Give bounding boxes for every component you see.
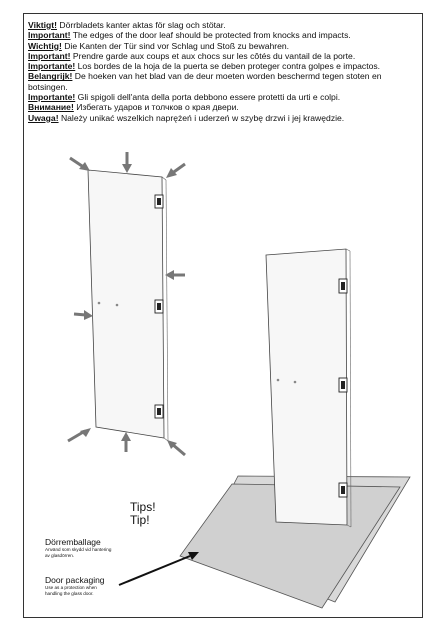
arrow-top-icon	[122, 152, 132, 173]
warning-text: Los bordes de la hoja de la puerta se deben proteger contra golpes e impactos.	[75, 61, 381, 72]
warning-label: Importante!	[28, 92, 76, 103]
warning-text: Należy unikać wszelkich naprężeń i uderzeń w szybę drzwi i jej krawędzie.	[58, 112, 345, 123]
left-door-hinge-middle	[155, 300, 163, 313]
pointer-arrow-icon	[119, 552, 199, 585]
left-door-hinge-top	[155, 195, 163, 208]
warning-label: Belangrijk!	[28, 71, 73, 82]
warning-label: Important!	[28, 30, 71, 41]
warning-text: De hoeken van het blad van de deur moeten worden beschermd tegen stoten en botsingen.	[28, 71, 382, 92]
right-door-hinge-middle	[339, 378, 347, 392]
packaging-caption-english	[45, 575, 115, 596]
arrow-bottom-right-icon	[167, 440, 185, 455]
packaging-description: Use as a protection when handling the glass door.	[45, 585, 97, 596]
packaging-title: Door packaging	[45, 575, 105, 585]
tips-line-swedish: Tips!	[130, 500, 156, 514]
packaging-description: Använd som skydd vid hantering av glasdörren.	[45, 547, 112, 558]
warning-text: Dörrbladets kanter aktas för slag och stötar.	[56, 20, 226, 30]
right-door-handle-hole	[277, 379, 280, 382]
arrow-left-icon	[74, 310, 93, 320]
arrow-bottom-left-icon	[68, 428, 91, 441]
arrow-top-right-icon	[166, 164, 185, 178]
warning-label: Uwaga!	[28, 112, 59, 123]
warning-label: Wichtig!	[28, 40, 62, 51]
warning-text: Избегать ударов и толчков о края двери.	[73, 102, 239, 113]
right-door-handle-hole	[294, 381, 297, 384]
arrow-top-left-icon	[70, 158, 90, 171]
warning-text: Prendre garde aux coups et aux chocs sur les côtés du vantail de la porte.	[70, 50, 356, 61]
packaging-caption-swedish	[45, 537, 115, 558]
right-door-hinge-bottom	[339, 483, 347, 497]
tips-label	[130, 501, 156, 527]
arrow-right-icon	[165, 270, 185, 280]
left-door-hinge-bottom	[155, 405, 163, 418]
arrow-bottom-icon	[121, 432, 131, 452]
left-door-handle-hole	[116, 304, 119, 307]
warning-text: The edges of the door leaf should be protected from knocks and impacts.	[70, 30, 351, 41]
warning-label: Внимание!	[28, 102, 74, 113]
left-door-handle-hole	[98, 302, 101, 305]
warning-text: Gli spigoli dell'anta della porta debbono essere protetti da urti e colpi.	[75, 92, 341, 103]
warning-label: Important!	[28, 50, 71, 61]
warning-label: Viktigt!	[28, 20, 57, 30]
tips-line-english: Tip!	[130, 513, 150, 527]
packaging-title: Dörremballage	[45, 537, 101, 547]
right-door-hinge-top	[339, 279, 347, 293]
warning-label: Importante!	[28, 61, 76, 72]
right-door-glass	[266, 249, 347, 525]
warning-text: Die Kanten der Tür sind vor Schlag und Stoß zu bewahren.	[61, 40, 290, 51]
